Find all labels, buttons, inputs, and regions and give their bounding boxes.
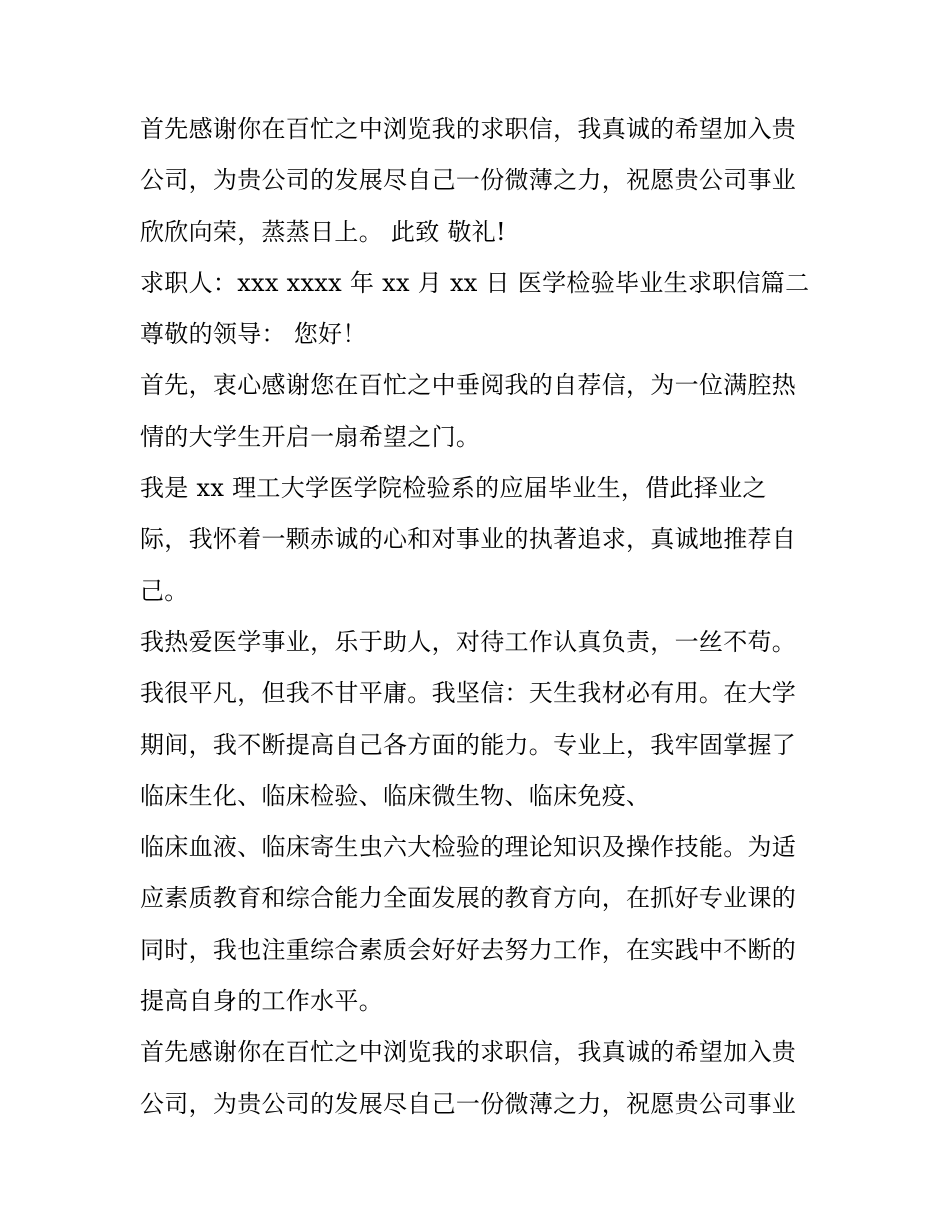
text-line: 临床生化、临床检验、临床微生物、临床免疫、 [140, 781, 651, 810]
letter-body [140, 108, 820, 1134]
text-line: 己。 [140, 576, 189, 605]
text-line: 我热爱医学事业，乐于助人，对待工作认真负责，一丝不苟。 [140, 627, 797, 656]
text-line: 我是 xx 理工大学医学院检验系的应届毕业生，借此择业之 [140, 474, 767, 503]
text-line: 公司，为贵公司的发展尽自己一份微薄之力，祝愿贵公司事业 [140, 166, 797, 195]
text-line: 公司，为贵公司的发展尽自己一份微薄之力，祝愿贵公司事业 [140, 1089, 797, 1118]
text-line: 同时，我也注重综合素质会好好去努力工作，在实践中不断的 [140, 935, 797, 964]
text-line: 提高自身的工作水平。 [140, 987, 383, 1016]
text-line: 尊敬的领导： 您好！ [140, 320, 367, 349]
text-line: 首先感谢你在百忙之中浏览我的求职信，我真诚的希望加入贵 [140, 1038, 797, 1067]
text-line: 首先，衷心感谢您在百忙之中垂阅我的自荐信，为一位满腔热 [140, 371, 797, 400]
text-line: 际，我怀着一颗赤诚的心和对事业的执著追求，真诚地推荐自 [140, 525, 797, 554]
text-line: 求职人：xxx xxxx 年 xx 月 xx 日 医学检验毕业生求职信篇二 [140, 268, 810, 297]
text-line: 临床血液、临床寄生虫六大检验的理论知识及操作技能。为适 [140, 833, 797, 862]
text-line: 我很平凡，但我不甘平庸。我坚信：天生我材必有用。在大学 [140, 679, 797, 708]
text-line: 情的大学生开启一扇希望之门。 [140, 422, 481, 451]
text-line: 期间，我不断提高自己各方面的能力。专业上，我牢固掌握了 [140, 730, 797, 759]
text-line: 应素质教育和综合能力全面发展的教育方向，在抓好专业课的 [140, 884, 797, 913]
text-line: 首先感谢你在百忙之中浏览我的求职信，我真诚的希望加入贵 [140, 115, 797, 143]
text-line: 欣欣向荣，蒸蒸日上。 此致 敬礼! [140, 217, 507, 246]
